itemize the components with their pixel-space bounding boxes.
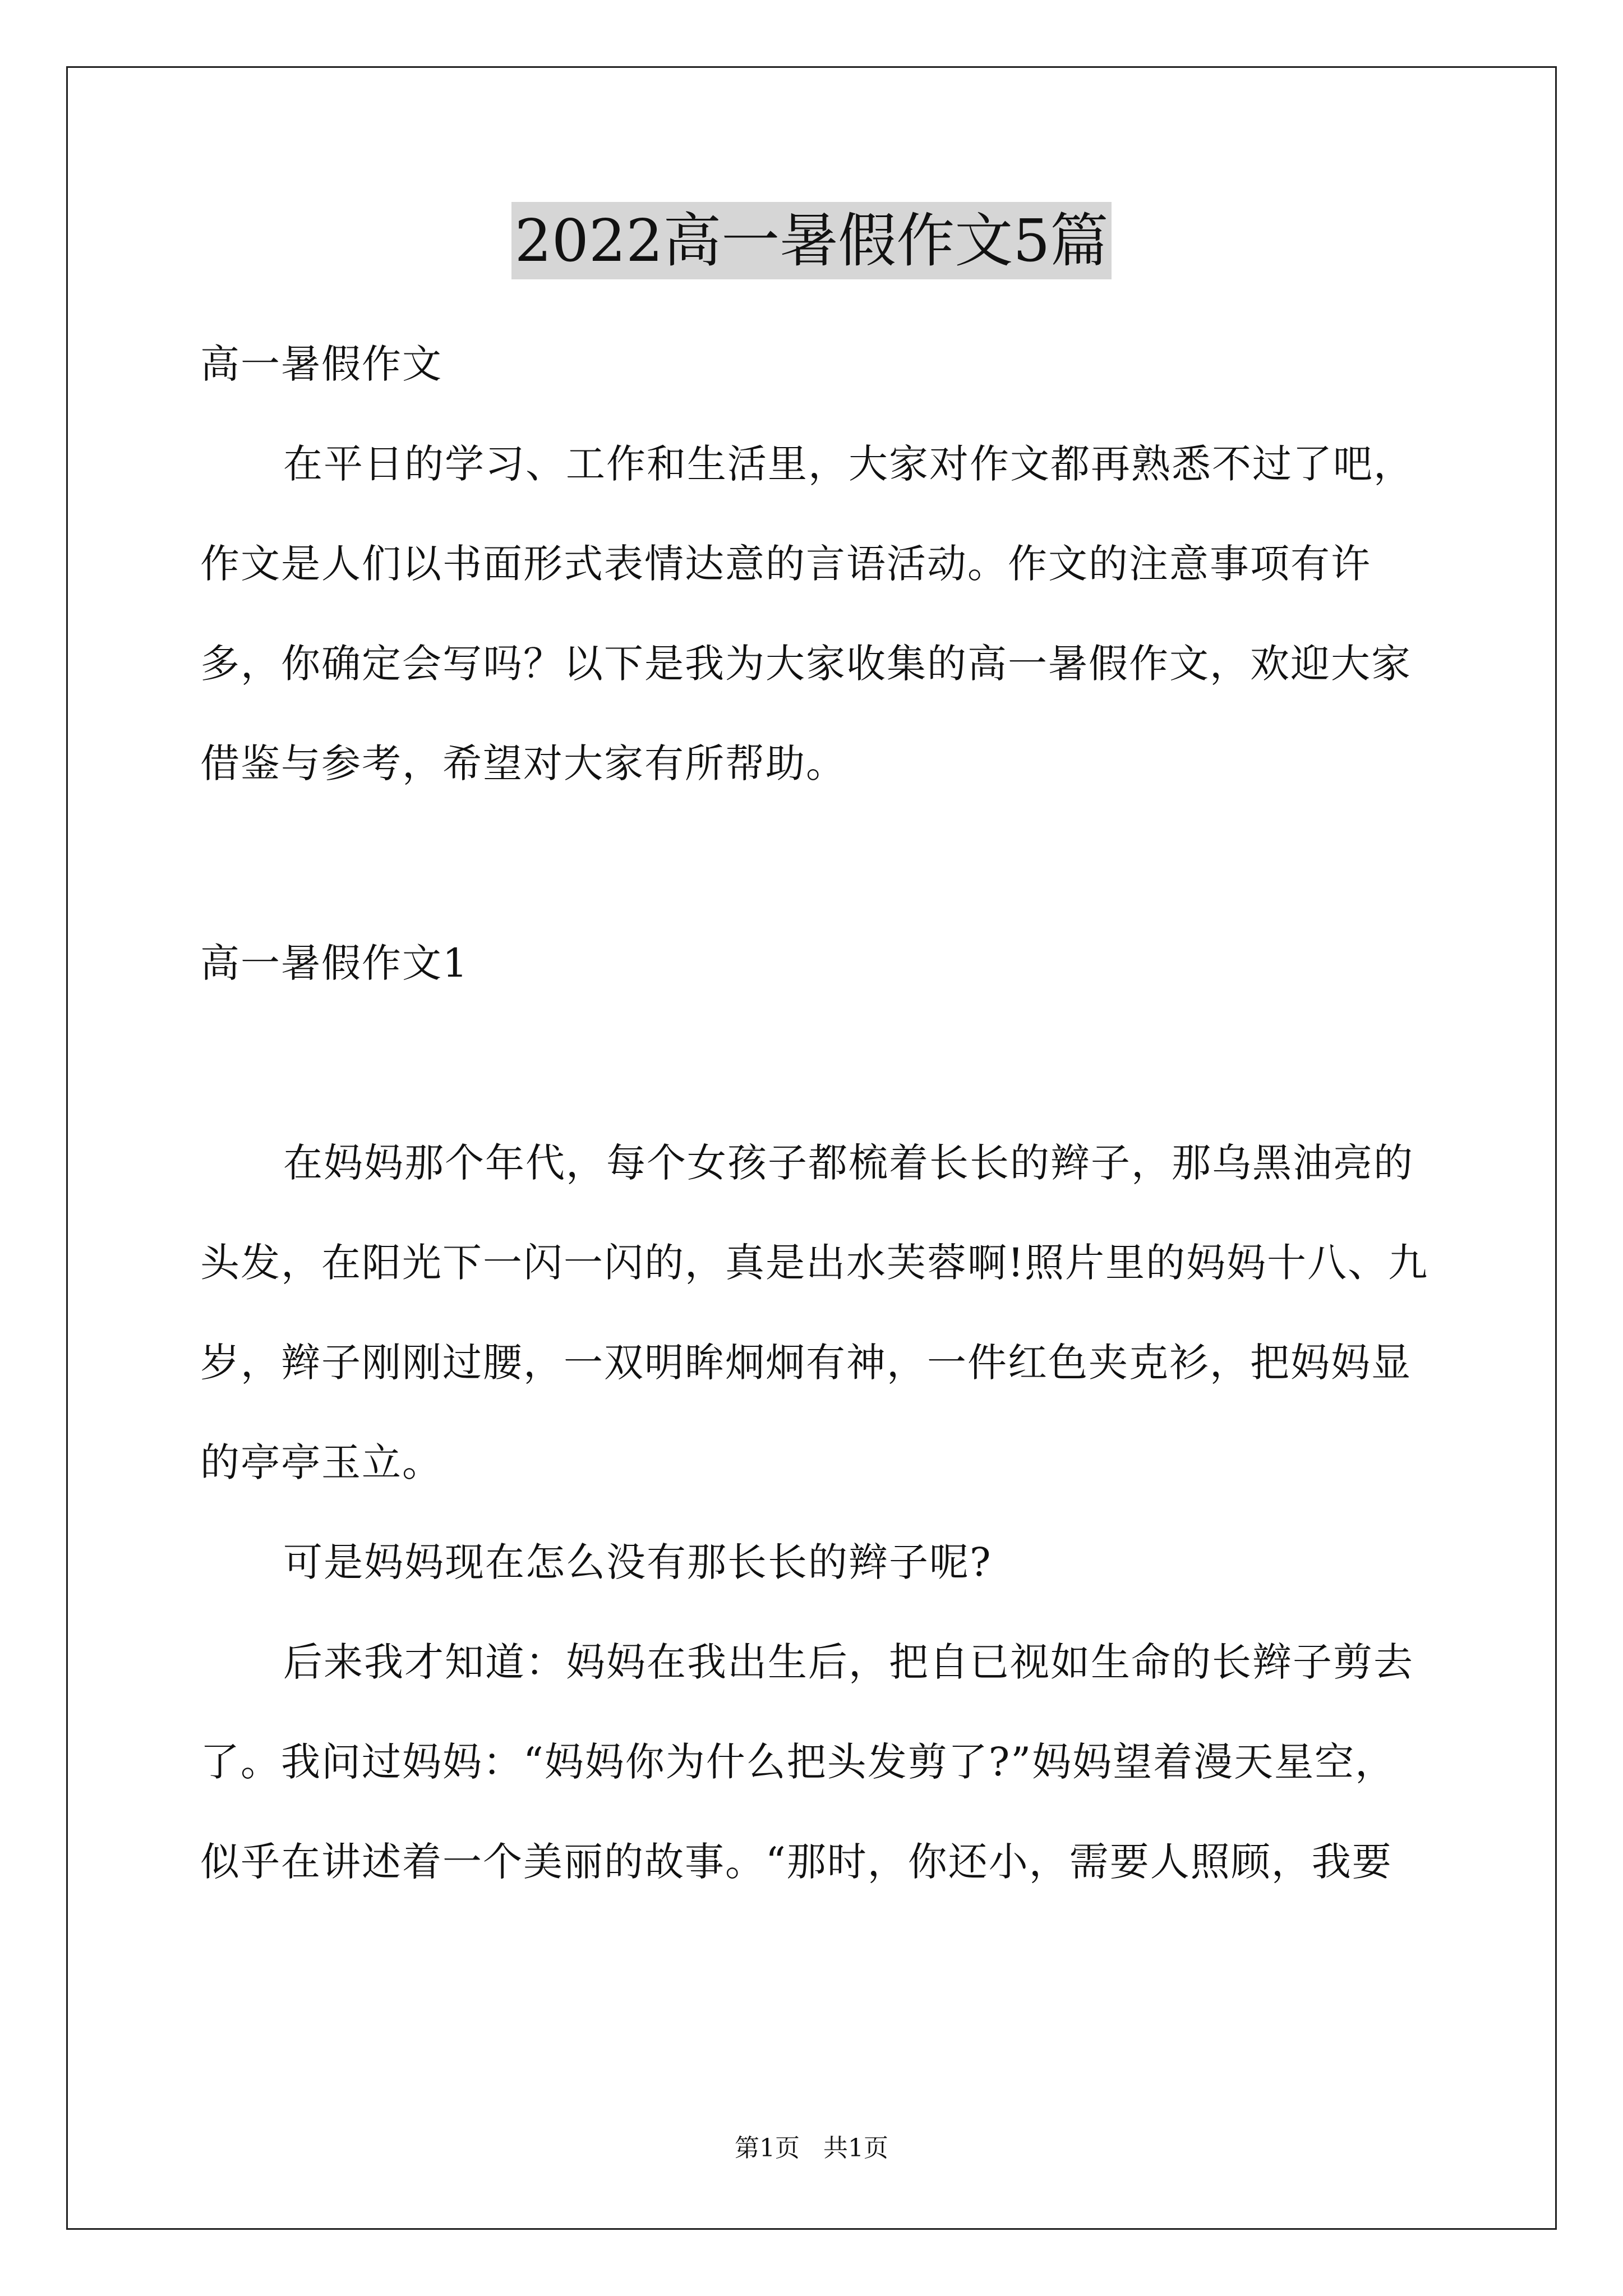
essay-paragraph-2: 可是妈妈现在怎么没有那长长的辫子呢?	[283, 1539, 992, 1585]
essay-paragraph-1: 在妈妈那个年代，每个女孩子都梳着长长的辫子，那乌黑油亮的头发，在阳光下一闪一闪的，真是出水芙蓉啊!照片里的妈妈十八、九岁，辫子刚刚过腰，一双明眸炯炯有神，一件红色夹克衫，把妈妈显的亭亭玉立。	[200, 1140, 1429, 1485]
page-footer	[0, 2132, 1623, 2165]
spacer	[200, 1013, 1434, 1113]
spacer	[200, 813, 1434, 913]
essay-heading: 高一暑假作文1	[200, 940, 469, 986]
title-container	[0, 202, 1623, 279]
document-title: 2022高一暑假作文5篇	[511, 202, 1112, 279]
essay-paragraph-3: 后来我才知道：妈妈在我出生后，把自已视如生命的长辫子剪去了。我问过妈妈：“妈妈你为什么把头发剪了?”妈妈望着漫天星空，似乎在讲述着一个美丽的故事。“那时，你还小，需要人照顾，我要	[200, 1639, 1414, 1885]
page-number-current: 第1页	[735, 2134, 800, 2162]
page-number-total: 共1页	[823, 2134, 888, 2162]
section-heading: 高一暑假作文	[200, 341, 442, 387]
document-body	[200, 314, 1434, 1912]
intro-paragraph: 在平日的学习、工作和生活里，大家对作文都再熟悉不过了吧，作文是人们以书面形式表情达意的言语活动。作文的注意事项有许多，你确定会写吗？以下是我为大家收集的高一暑假作文，欢迎大家借鉴与参考，希望对大家有所帮助。	[200, 441, 1414, 786]
